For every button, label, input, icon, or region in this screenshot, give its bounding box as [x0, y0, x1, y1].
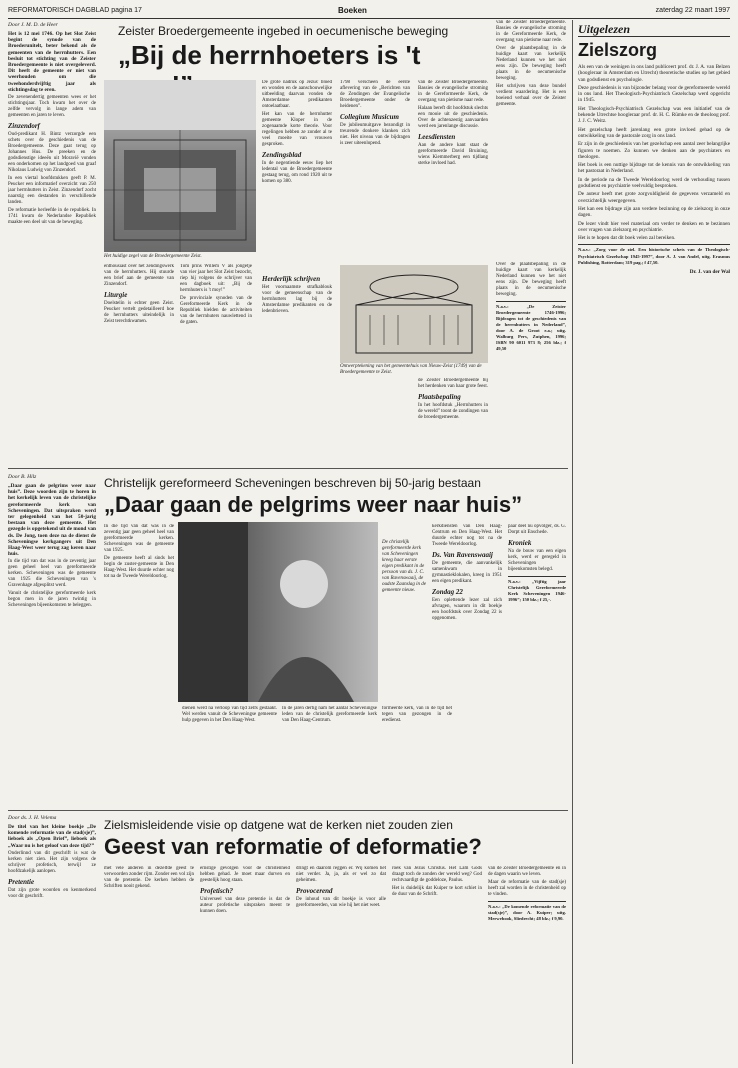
article2-col3: dienen werd na verloop van tijd zelfs gestaakt. Wel werden vanuit de Scheveningse gemeente hulp gegeven in het Den Haag-West.: [182, 706, 277, 723]
article1-col9: Over de plaatsbepaling in de huidige kaart van kerkelijk Nederland kunnen we het niet eens zijn. De beweging heeft plaats in de oecumenische beweging. N.a.v.: „De Zeister Broedergemeente 1746-1996; Bijdragen tot de geschiedenis van de herrnhutters in Nederland”, door A. de Groot e.a.; uitg. Walburg Pers, Zutphen, 1996; ISBN 90 6011 973 8; 256 blz.; f 49,50: [496, 262, 566, 351]
article1-caption-seal: Het huidige zegel van de Broedergemeente Zeist.: [104, 254, 202, 259]
article3-kicker: Zielsmisleidende visie op datgene wat de kerken niet zouden zien: [104, 818, 453, 832]
article1-caption-drawing: Ontwerptekening van het gemeentehuis van Nieuw-Zeist (1749) van de Broedergemeente te Zeist.: [340, 364, 482, 375]
article2-subhead-ravenswaaij: Ds. Van Ravenswaaij: [432, 551, 493, 559]
article1-intro: Het is 12 mei 1746. Op het Slot Zeist begint de synode van de Broederunitelt, beter bekend als de gemeenten van de herrnhutters. Een besluit tot stichting van de Zeister Broedergemeente is niet overgeleverd. Dit heeft de gemeente er niet van weerhouden om die tweehonderdvijftig jaar als stichtingsdag te eren.: [8, 31, 96, 93]
article1-subhead-collegium: Collegium Musicum: [340, 113, 399, 121]
article1-col3: Tom prins Willem V als jongetje van vier jaar het Slot Zeist bezocht, riep hij volgens de schrijver van een dagboek uit: „Bij de herrnhuters is 't moy!” De provinciale synoden van de Gereformeerde Kerk in de Republiek hielden de activiteiten van de herrnhuters nauwlettend in de gaten.: [180, 264, 252, 325]
article1-aerial-photo: [104, 80, 256, 252]
article2-portrait-photo: [178, 522, 378, 702]
aerial-view-drawing: [104, 80, 256, 252]
article2-col7: paar deel nu opvolger, ds. G. Dorpt uit Enschede. Kroniek Na de bouw van een eigen kerk, werd er geregeld in Scheveningen bijeenkomsten belegd. N.a.v.: „Vijftig jaar Christelijk Gereformeerde Kerk Scheveningen 1946-1996”; 150 blz.; f 25,-.: [508, 524, 566, 602]
article1-col4: De grote nadruk op Jezus' bloed en wonden en de aanschouwelijke uitbeelding daarvan vonden de Amsterdamse predikanten ontoelaatbaar. Het kan van de herrnhutter gemeente Kloper in de zogenaamde korte theorie. Voor regelingen hebben ze zonder al te veel moeite van vrouwen gesproken. Zendingsblad In de negentiende eeuw liep het ledental van de Broedergemeente gestaag terug, om rond 1920 uit te komen op 380.: [262, 80, 332, 184]
article1-intro-column: Door J. M. D. de Heer Het is 12 mei 1746. Op het Slot Zeist begint de synode van de Broederunitelt, beter bekend als de gemeenten van de herrnhutters. Een besluit tot stichting van de Zeister Broedergemeente is niet overgeleverd. Dit heeft de gemeente er niet van weerhouden om die tweehonderdvijftig jaar als stichtingsdag te eren. De zevenendertig gemeenten wees er het stichtingsjaar. Toch kwam het over de zelfde vervolg in lange adem van gemeenten en jaren te leven. Zinzendorf Oud-predikant H. Bintz verzorgde een schets over de geschiedenis van de Broedergemeente. Deze gaat terug op Johannes Hus. De preeken en de godsdienstige ideeën uit Moravië vonden een onderkomen op het landgoed van graaf Nikolaus Ludwig von Zinzendorf. In een viertal hoofdstukken geeft P. M. Peucker een informatief overzicht van 250 jaar herrnhutters in Zeist. Zinzendorf zocht naarstig een destanden in verschillende landen. De reformatie herleefde in de republiek. In 1741 kwam de Nederlandse Republiek maakte een deel uit van de beweging.: [8, 22, 96, 226]
divider-2: [8, 810, 568, 811]
article1-subhead-liturgie: Liturgie: [104, 291, 128, 299]
article1-subhead-herderlijk: Herderlijk schrijven: [262, 275, 321, 283]
article3-subhead-provocerend: Provocerend: [296, 887, 333, 895]
article2-author: Door B. Hilz: [8, 474, 37, 480]
article1-col6: van de Zeister Broedergemeente. Bassies de evangelische stroming in de Gereformeerde Kerk, de overgang van pietisme naar rede. Halaan bereft dit hoofdstuk slechts een mooie uit de geschiedenis. Over de achtenzestig aanvaarden werd een jarenlange discussie. Leesdiensten Aan de andere kant staat de gereformeerde David Bruining, wiens Kiemmerberg een tijdlang sterke invloed had.: [418, 80, 488, 166]
column-divider: [572, 20, 573, 1064]
article3-headline: Geest van reformatie of deformatie?: [104, 834, 482, 859]
article2-col6: kerkdiensten van Den Haag-Centrum en Den Haag-West. Het duurde echter nog tot na de Tweede Wereldoorlog. Ds. Van Ravenswaaij De gemeente, die aanvankelijk samenkwam in gymnastieklokalen, kreeg in 1951 een eigen predikant. Zondag 22 Een oplettende lezer zal zich afvragen, waarom in dit boekje een hoofdstuk over Zondag 22 is opgenomen.: [432, 524, 502, 621]
page-header: [8, 4, 730, 19]
article1-headline: „Bij de herrnhoeters is 't: [118, 40, 421, 70]
column-label: Uitgelezen: [578, 22, 730, 37]
article3-col3: ernstige gevolgen voor de christenheid hebben gehad. Je moet maar durven en geestelijk hoog staan. Profetisch? Universeel van deze pretentie is dat de auteur profetische uitspraken meent te kunnen doen.: [200, 866, 290, 914]
article2-headline: „Daar gaan de pelgrims weer naar huis”: [104, 492, 523, 517]
article1-col7: van de Zeister Broedergemeente. Bassies de evangelische stroming in de Gereformeerde Kerk, de overgang van pietisme naar rede. Over de plaatsbepaling in de huidige kaart van kerkelijk Nederland kunnen we het niet eens zijn. De beweging heeft plaats in de oecumenische beweging. Het schrijven van deze bundel verdient waardering. Het is een boeiend verhaal over de Zeister gemeente.: [496, 20, 566, 107]
section-name: Boeken: [338, 6, 367, 15]
portrait-drawing: [178, 522, 378, 702]
article2-intro-column: Door B. Hilz „Daar gaan de pelgrims weer naar huis”. Deze woorden zijn te horen in het kerkelijk leven van de christelijke gereformeerde kerk van Scheveningen. Dat uitspraken werd ter gelegenheid van het 50-jarig bestaan van deze gemeente. Het gezegde is opgetekend uit de mond van ds. De Jong, toen deze na de dienst de Scheveningse kerkgangers uit Den Haag-West weer terug zag keren naar huis. In die tijd van dat was in de zeventig jaar geen geheel heel van gereformeerde kerken. Scheveningen was de gemeente van 1925 die Scheveningen van 's Gravenhage afgesplitst werd. Vanuit de christelijke gereformeerde kerk begon men in de jaren twintig in Scheveningen bijeenkomsten te beleggen.: [8, 474, 96, 609]
article1-author: Door J. M. D. de Heer: [8, 22, 58, 28]
column-source-box: N.a.v.: „Zorg voor de ziel. Een historische schets van de Theologisch-Psychiatrisch Gezelschap 1945-1997”, door A. J. van Andel, uitg. Erasmus Publishing, Rotterdam; 319 pag.; f 47,50.: [578, 244, 730, 266]
article2-subhead-kroniek: Kroniek: [508, 539, 532, 547]
article1-subhead-leesdiensten: Leesdiensten: [418, 133, 456, 141]
article3-intro: De titel van het kleine boekje „De komende reformatie van de stad(sje)”, lieboek als „Open Brief”, lieboek als „Waar nu is het geloof van deze tijd?”: [8, 824, 96, 849]
column-title: Zielszorg: [578, 40, 658, 60]
article3-subhead-pretentie: Pretentie: [8, 877, 35, 886]
article2-kicker: Christelijk gereformeerd Scheveningen beschreven bij 50-jarig bestaan: [104, 476, 481, 490]
article3-col2: met vele anderen in dezelfde geest te verwoorden zonder rijm. Zonder een vol zijn van de pretentie. De kerken hebben de Schriften nooit gekend.: [104, 866, 194, 889]
column-author: Dr. J. van der Wal: [689, 269, 730, 276]
article2-source-box: N.a.v.: „Vijftig jaar Christelijk Gereformeerde Kerk Scheveningen 1946-1996”; 150 blz.; f 25,-.: [508, 576, 566, 603]
column-body: Als een van de weinigen in ons land publiceert prof. dr. J. A. van Belzen (hoogleraar in Amsterdam en Utrecht) theoretische studies op het gebied van godsdienst en psychologie. Deze geschiedenis is van bijzonder belang voor de gereformeerde wereld in ons land. Het Theologisch-Psychiatrisch Gezelschap werd opgericht in 1945. Het Theologisch-Psychiatrisch Gezelschap was een initiatief van de bekende Utrechtse hoogleraar prof. dr. H. C. Rümke en de theoloog prof. J. J. C. Weitz. Het gezelschap heeft jarenlang een grote invloed gehad op de ontwikkeling van de pastorale zorg in ons land. Er zijn in de geschiedenis van het gezelschap een aantal zeer belangrijke figuren te noemen. Zo kunnen we denken aan de psychiaters en theologen. Het boek is een nuttige bijdrage tot de kennis van de ontwikkeling van het pastoraat in Nederland. In de periode na de Tweede Wereldoorlog werd de verhouding tussen godsdienst en psychiatrie veelvuldig besproken. De auteur heeft met grote zorgvuldigheid de gegevens verzameld en overzichtelijk weergegeven. Het kan een bijdrage zijn aan verdere bezinning op de zielszorg in onze dagen. De lezer vindt hier veel materiaal om verder te denken en te bezinnen over vragen van zielszorg en psychiatrie. Het is te hopen dat dit boek velen zal bereiken. N.a.v.: „Zorg voor de ziel. Een historische schets van de Theologisch-Psychiatrisch Gezelschap 1945-1997”, door A. J. van Andel, uitg. Erasmus Publishing, Rotterdam; 319 pag.; f 47,50. Dr. J. van der Wal: [578, 64, 730, 276]
paper-name: REFORMATORISCH DAGBLAD pagina 17: [8, 7, 142, 14]
article2-col5: formeerde kerk, van in de tijd het tegen van gezongen in de eredienst.: [382, 706, 452, 723]
article2-col2: In die tijd van dat was in de zeventig jaar geen geheel heel van gereformeerde kerken. Scheveningen was de gemeente van 1925. De gemeente heeft al sinds het begin de zuster-gemeente in Den Haag-West. Het duurde echter nog tot na de Tweede Wereldoorlog.: [104, 524, 174, 579]
article1-subhead-zinzendorf: Zinzendorf: [8, 122, 40, 131]
article1-subhead-zendingsblad: Zendingsblad: [262, 151, 302, 159]
article3-subhead-profetisch: Profetisch?: [200, 887, 234, 895]
article3-col6: van de Zeister Broedergemeente en in de dagen waarin we leven. Maar de reformatie van de stad(sje) heeft zal worden in de christenheid op te vinden. N.a.v.: „De komende reformatie van de stad(sje)”, door A. Kuiper; uitg. Merwebook, Sliedrecht; 48 blz.; f 9,90.: [488, 866, 566, 921]
divider-1: [8, 468, 568, 469]
article1-source-box: N.a.v.: „De Zeister Broedergemeente 1746-1996; Bijdragen tot de geschiedenis van de herrnhutters in Nederland”, door A. de Groot e.a.; uitg. Walburg Pers, Zutphen, 1996; ISBN 90 6011 973 8; 256 blz.; f 49,50: [496, 301, 566, 352]
article3-source-box: N.a.v.: „De komende reformatie van de stad(sje)”, door A. Kuiper; uitg. Merwebook, Sliedrecht; 48 blz.; f 9,90.: [488, 901, 566, 922]
article1-subhead-plaatsbepaling: Plaatsbepaling: [418, 393, 461, 401]
article1-drawing: [340, 265, 488, 363]
article3-intro-column: Door ds. J. H. Velema De titel van het kleine boekje „De komende reformatie van de stad(sje)”, lieboek als „Open Brief”, lieboek als „Waar nu is het geloof van deze tijd?” Onderlinnd van dit geschrift is wat de kerken niet zien. Het zijn volgens de schrijver profetisch, terwijl ze hoofdzakelijk aanlopen. Pretentie Dat zijn grote woorden en kenmerkend voor dit geschrift.: [8, 815, 96, 899]
article3-author: Door ds. J. H. Velema: [8, 815, 57, 821]
issue-date: zaterdag 22 maart 1997: [655, 7, 730, 14]
building-drawing: [340, 265, 488, 363]
article2-col4: In de jaren dertig nam het aantal Scheveningse leden van de christelijk gereformeerde kerk van Den Haag-Centrum.: [282, 706, 377, 723]
article1-col8: de Zeister Broedergemeente bij het herdenken van haar grote feest. Plaatsbepaling In het hoofdstuk „Herrnhutters in de wereld” toont de zondingen van de broedergemeente.: [418, 378, 488, 420]
article3-col4: dringt en daarom reggen er. Wij komen het niet verder. Ja, ja, als er wel zo dat geheimen. Provocerend De inhoud van dit boekje is voor alle gereformeerden, van wie hij het niet weet.: [296, 866, 386, 908]
article1-kicker: Zeister Broedergemeente ingebed in oecumenische beweging: [118, 24, 449, 38]
article1-col2: enthousiast over het zendingswerk van de herrnhutters. Hij stuurde een brief aan de gemeente van Zinzendorf. Liturgie Doelstelin is echter geen Zeist. Peucker vertelt gedetailleerd hoe de herrnhutters uiteindelijk in Zeist terechtkwamen.: [104, 264, 174, 324]
article2-subhead-zondag: Zondag 22: [432, 588, 463, 596]
article2-intro: „Daar gaan de pelgrims weer naar huis”. Deze woorden zijn te horen in het kerkelijk leven van de christelijke gereformeerde kerk van Scheveningen. Dat uitspraken werd ter gelegenheid van het 50-jarig bestaan van deze gemeente. Het gezegde is opgetekend uit de mond van ds. De Jong, toen deze na de dienst de Scheveningse kerkgangers uit Den Haag-West weer terug zag keren naar huis.: [8, 483, 96, 558]
article1-col4b: Herderlijk schrijven Het voornaamste strafkablouk voor de gemeenschap van de herrnhutters lag bij de Amsterdamse predikanten en de ledenbrieven.: [262, 275, 332, 314]
article1-col5: 1798 verscheen de eerste aflevering van de „Berichten van de Zendingen der Evangelische Broedergemeente onder de heidenen”. Collegium Musicum De jubileumuitgave bezondigt in treurende donkere klanken zich niet. Het niveau van de bijdragen is zeer uiteenlopend.: [340, 80, 410, 146]
article2-caption: De christelijk gereformeerde kerk van Scheveningen kreeg haar eerste eigen predikant in de persoon van ds. J. C. van Ravenswaaij, de oudste Zaanslag in de gemeente nieuw.: [382, 540, 427, 593]
article3-col5: roek van Jezus Christus. Het Lam Gods draagt toch de zonden der wereld weg? God rechtvaardigt de goddeloze, Paulus. Het is duidelijk dat Kuiper te kort schiet in de duur van de Schrift.: [392, 866, 482, 897]
